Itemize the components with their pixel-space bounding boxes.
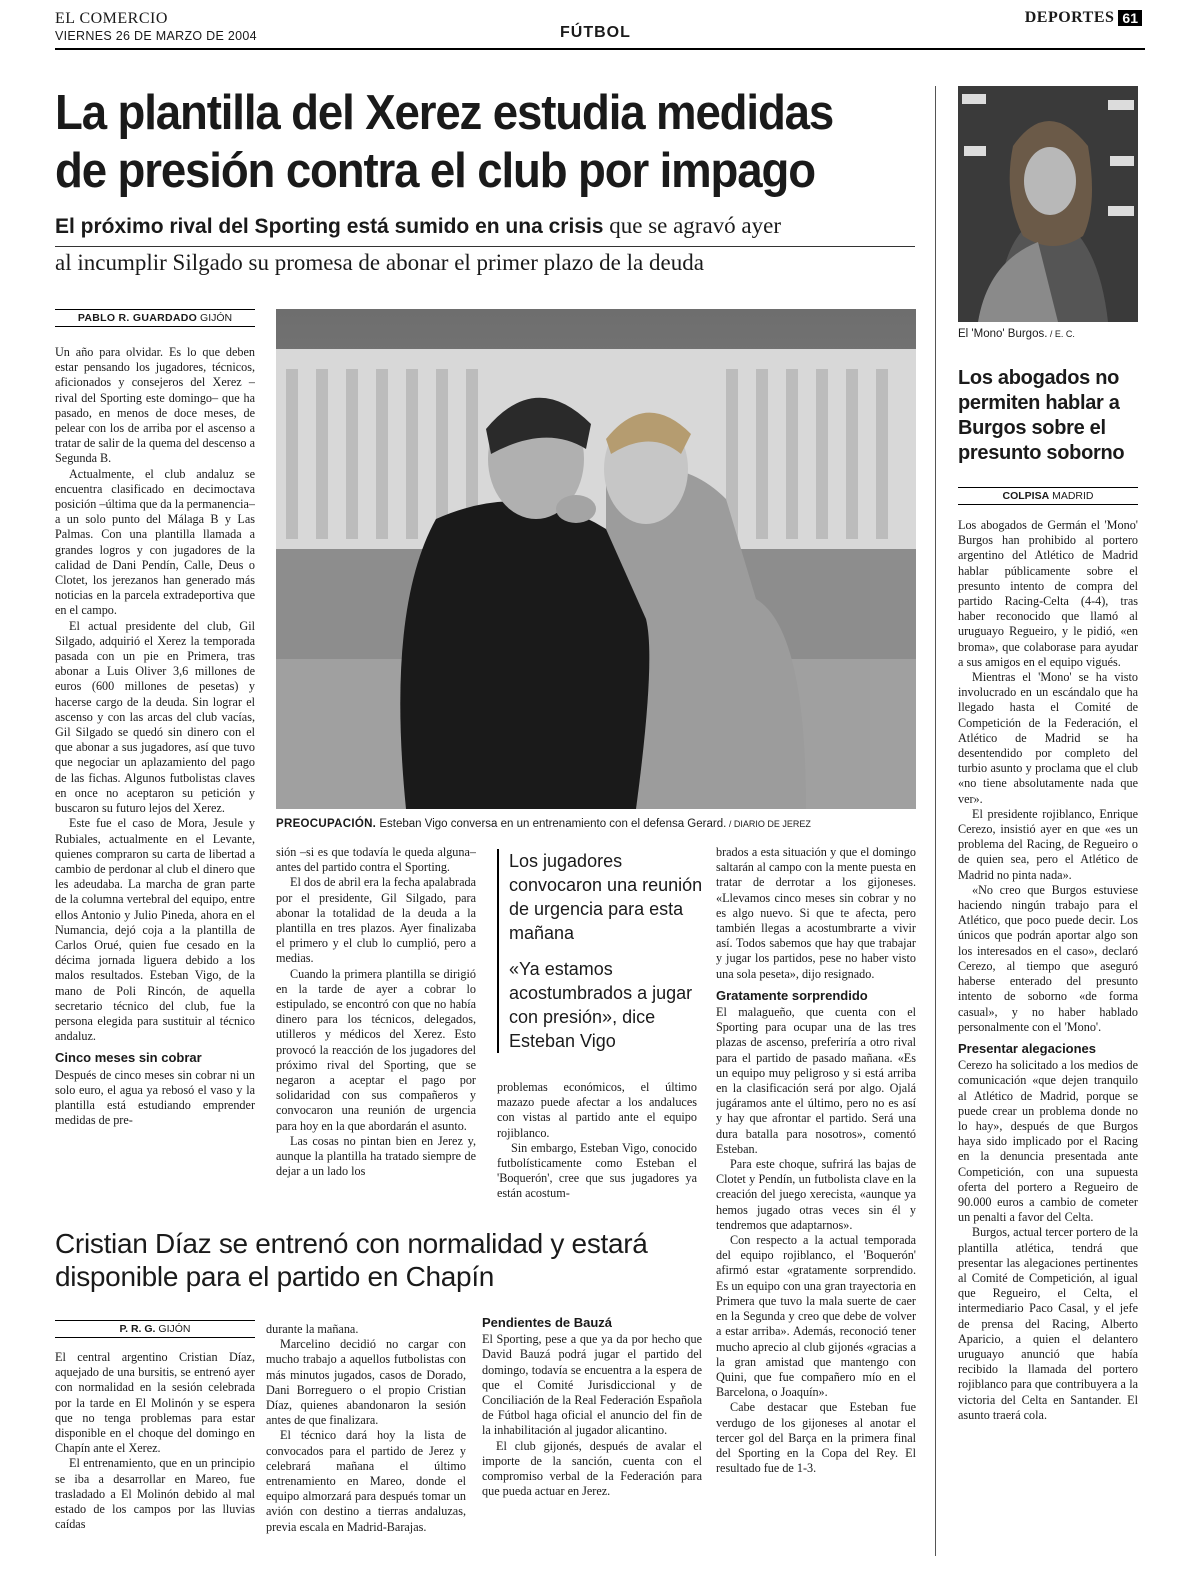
caption-text: Esteban Vigo conversa en un entrenamiento con el defensa Gerard. bbox=[376, 818, 727, 830]
caption-lead: PREOCUPACIÓN. bbox=[276, 818, 377, 830]
main-headline: La plantilla del Xerez estudia medidas de presión contra el club por impago bbox=[55, 86, 834, 198]
section-right-label: DEPORTES bbox=[1024, 9, 1115, 26]
paragraph: Cuando la primera plantilla se dirigió en la tarde de ayer a cobrar lo estipulado, se encontró con que no había dinero para los técnicos, delegados, utilleros y médicos del Xerez. Esto provocó la reacción de los jugadores del próximo rival del Sporting, que se negaron a aceptar el pago por solidaridad con sus compañeros y convocaron una reunión de urgencia para hoy en la que abordarán el asunto. bbox=[276, 966, 476, 1133]
paragraph: Las cosas no pintan bien en Jerez y, aunque la plantilla ha tratado siempre de dejar a un lado los bbox=[276, 1133, 476, 1179]
secondary-byline-place: GIJÓN bbox=[155, 1323, 191, 1335]
section-label: FÚTBOL bbox=[560, 24, 631, 41]
secondary-column-2 bbox=[266, 1322, 466, 1562]
paragraph: El Sporting, pese a que ya da por hecho que David Bauzá podrá jugar el partido del domingo, todavía se encuentra a la espera de que el Comité Jurisdiccional y de Conciliación de la Real Federación Española de Fútbol haga oficial el anuncio del fin de la inhabilitación al jugador alicantino. bbox=[482, 1332, 702, 1438]
burgos-photo-image bbox=[958, 86, 1138, 322]
paragraph: brados a esta situación y que el domingo saltarán al campo con la mente puesta en tratar de derrotar a los gijoneses. «Llevamos cinco meses sin cobrar y no es algo nuevo. Si que te afecta, pero también llegas a acostumbrarte a vivir así. Todos sabemos que hay que trabajar y jugar los partidos, pese no haber visto una sola peseta», dijo resignado. bbox=[716, 845, 916, 981]
paragraph: problemas económicos, el último mazazo puede afectar a los andaluces con vistas al partido ante el equipo rojiblanco. bbox=[497, 1080, 697, 1140]
paragraph: Cabe destacar que Esteban fue verdugo de los gijoneses al anotar el tercer gol del Barça en la primera final del Sporting en la Copa del Rey. El resultado fue de 1-3. bbox=[716, 1400, 916, 1476]
subheadline-bold: El próximo rival del Sporting está sumido en una crisis bbox=[55, 215, 604, 238]
paragraph: El actual presidente del club, Gil Silgado, adquirió el Xerez la temporada pasada con un pie en Primera, tras abonar a Luis Oliver 3,6 millones de euros (600 millones de pesetas) y hacerse cargo de la deuda. Sin lograr el ascenso y con las arcas del club vacías, Gil Silgado se quedó sin dinero con el que abonar a sus jugadores, así que tuvo que negociar un aplazamiento del pago de las fichas. Algunos futbolistas claves en once no aceptaron su petición y buscaron su futuro lejos del Xerez. bbox=[55, 618, 255, 816]
byline-place: GIJÓN bbox=[197, 312, 233, 324]
secondary-headline: Cristian Díaz se entrenó con normalidad y estará disponible para el partido en Chapín bbox=[55, 1228, 648, 1292]
page-number: 61 bbox=[1118, 10, 1142, 26]
training-photo-image bbox=[276, 309, 916, 809]
byline bbox=[55, 309, 255, 327]
paragraph: durante la mañana. bbox=[266, 1322, 359, 1336]
sidebar-column bbox=[958, 518, 1138, 1563]
page-header-right bbox=[1025, 9, 1142, 27]
paragraph: El malagueño, que cuenta con el Sporting para ocupar una de las tres plazas de ascenso, preferiría a otro rival para el partido de pasado mañana. «Es un equipo muy peligroso y si está arriba en la clasificación será por algo. Ojalá jugáramos ante el último, pero no es así y hay que afrontar el partido. Será una dura batalla para nosotros», comentó Esteban. bbox=[716, 1005, 916, 1156]
secondary-column-1 bbox=[55, 1350, 255, 1562]
secondary-column-3 bbox=[482, 1315, 702, 1562]
subheadline-rule bbox=[55, 246, 915, 247]
sidebar-headline: Los abogados no permiten hablar a Burgos sobre el presunto soborno bbox=[958, 367, 1125, 464]
header-rule bbox=[55, 48, 1145, 50]
training-photo bbox=[276, 309, 916, 809]
main-column-1 bbox=[55, 345, 255, 1205]
paragraph: El técnico dará hoy la lista de convocados para el partido de Jerez y celebrará mañana el último entrenamiento en Mareo, donde el equipo almorzará para después tomar un avión con destino a tierras andaluzas, previa escala en Madrid-Barajas. bbox=[266, 1428, 466, 1534]
pull-quote bbox=[497, 849, 705, 1053]
section-subtitle: Pendientes de Bauzá bbox=[482, 1315, 613, 1330]
sidebar-divider bbox=[935, 86, 936, 1556]
paragraph: sión –si es que todavía le queda alguna– antes del partido contra el Sporting. bbox=[276, 845, 476, 875]
paragraph: «No creo que Burgos estuviese haciendo ningún trabajo para el Atlético, que poco puede decir. Los únicos que podrán aportar algo son los interesados en el caso», declaró Cerezo, al tiempo que aseguró haberse enterado del presunto intento de soborno «de forma casual», y no haber hablado personalmente con el 'Mono'. bbox=[958, 882, 1138, 1034]
sidebar-byline-place: MADRID bbox=[1049, 490, 1094, 502]
paragraph: El entrenamiento, que en un principio se iba a desarrollar en Mareo, fue trasladado a El Molinón debido al mal estado de los campos por las lluvias caídas bbox=[55, 1456, 255, 1532]
section-subtitle: Gratamente sorprendido bbox=[716, 987, 868, 1003]
main-column-4 bbox=[716, 845, 916, 1560]
sidebar-photo-credit: / E. C. bbox=[1047, 329, 1075, 339]
pull-quote-2: «Ya estamos acostumbrados a jugar con presión», dice Esteban Vigo bbox=[509, 959, 693, 1051]
sidebar-byline-name: COLPISA bbox=[1002, 490, 1050, 502]
paragraph: El presidente rojiblanco, Enrique Cerezo, insistió ayer en que «es un problema del Racing, de Regueiro o de quien sea, pero el Atlético de Madrid no pinta nada». bbox=[958, 806, 1138, 882]
main-column-2 bbox=[276, 845, 476, 1205]
paragraph: El club gijonés, después de avalar el importe de la sanción, cuenta con el compromiso verbal de la Federación para que pueda actuar en Jerez. bbox=[482, 1438, 702, 1499]
paragraph: Actualmente, el club andaluz se encuentra clasificado en decimoctava posición –última que da la permanencia– a un solo punto del Málaga B y Las Palmas. Con una plantilla llamada a grandes logros y con jugadores de la calidad de Dani Pendín, Calle, Deus o Clotet, los jerezanos han generado más noticias en la parcela extradeportiva que en el campo. bbox=[55, 466, 255, 618]
paragraph: Burgos, actual tercer portero de la plantilla atlética, tendrá que presentar las alegaciones pertinentes al Comité de Competición, al igual que Regueiro, el Celta, el intermediario Paco Casal, y el jefe de prensa del Racing, Alberto Aparicio, a quien el delantero uruguayo anunció que había recibido la llamada del portero rojiblanco para que contribuyera a la victoria del Celta en Santander. El asunto traerá cola. bbox=[958, 1225, 1138, 1422]
paragraph: Marcelino decidió no cargar con mucho trabajo a aquellos futbolistas con más minutos jugados, casos de Dorado, Dani Borreguero o el propio Cristian Díaz, quienes abandonaron la sesión antes de que finalizara. bbox=[266, 1337, 466, 1428]
byline-name: PABLO R. GUARDADO bbox=[77, 312, 198, 324]
paragraph: El central argentino Cristian Díaz, aquejado de una bursitis, se entrenó ayer con normalidad en la sesión celebrada por la tarde en El Molinón y se espera que no tenga problemas para estar disponible en el choque del domingo en Chapín ante el Xerez. bbox=[55, 1350, 255, 1456]
paragraph: El dos de abril era la fecha apalabrada por el presidente, Gil Silgado, para abonar la totalidad de la deuda a la plantilla en tres plazos. Ayer finalizaba el primero y el club lo cumplió, pero a medias. bbox=[276, 875, 476, 966]
photo-credit: / DIARIO DE JEREZ bbox=[726, 819, 811, 829]
paragraph: Para este choque, sufrirá las bajas de Clotet y Pendín, un futbolista clave en la creación del juego xerecista, «aunque ya hemos jugado otras veces sin él y tendremos que adaptarnos». bbox=[716, 1157, 916, 1232]
paragraph: Cerezo ha solicitado a los medios de comunicación «que dejen tranquilo al Atlético de Madrid, porque se puede crear un problema donde no lo hay», después de que Burgos haya sido implicado por el Racing en la denuncia presentada ante Competición, con una supuesta oferta del portero a Regueiro de 90.000 euros a cambio de cometer un penalti a favor del Celta. bbox=[958, 1058, 1138, 1225]
paragraph: Sin embargo, Esteban Vigo, conocido futbolísticamente como Esteban el 'Boquerón', cree que sus jugadores ya están acostum- bbox=[497, 1140, 697, 1201]
secondary-byline-name: P. R. G. bbox=[119, 1323, 156, 1335]
paragraph: Con respecto a la actual temporada del equipo rojiblanco, el 'Boquerón' afirmó estar «gratamente sorprendido. Es un equipo con una gran trayectoria en Primera que tuvo la mala suerte de caer en la Segunda y creo que debe de volver a estar arriba». Además, reconoció tener mucho aprecio al club gijonés «gracias a la gran amistad que mantengo con Quini, que fue compañero mío en el Barcelona, o Joaquín». bbox=[716, 1233, 916, 1400]
paragraph: Un año para olvidar. Es lo que deben estar pensando los jugadores, técnicos, aficionados y consejeros del Xerez –rival del Sporting este domingo– que ha pasado, en menos de doce meses, de pelear con los de arriba por el ascenso a tratar de salir de la quema del descenso a Segunda B. bbox=[55, 345, 255, 466]
paragraph: Los abogados de Germán el 'Mono' Burgos han prohibido al portero argentino del Atlético de Madrid hablar públicamente sobre el presunto intento de compra del partido Racing-Celta (4-4), tras haber reconocido que llamó al uruguayo Regueiro, y le pidió, «en broma», que colaborase para ayudar a sus amigos en el equipo vigués. bbox=[958, 518, 1138, 669]
sidebar-caption-text: El 'Mono' Burgos. bbox=[958, 328, 1048, 340]
paragraph: Después de cinco meses sin cobrar ni un solo euro, el agua ya rebosó el vaso y la plantilla está estudiando emprender medidas de pre- bbox=[55, 1067, 255, 1128]
newspaper-name: EL COMERCIO bbox=[55, 10, 168, 27]
issue-date: VIERNES 26 DE MARZO DE 2004 bbox=[55, 29, 257, 43]
subheadline-line-2: al incumplir Silgado su promesa de abonar el primer plazo de la deuda bbox=[55, 250, 704, 275]
paragraph: Mientras el 'Mono' se ha visto involucrado en un escándalo que ha llegado hasta el Comité de Competición de la Federación, el Atlético de Madrid se ha desentendido por completo del turbio asunto y proclama que el club «no tiene absolutamente nada que ver». bbox=[958, 670, 1138, 806]
photo-caption bbox=[276, 818, 916, 830]
section-subtitle: Presentar alegaciones bbox=[958, 1040, 1097, 1056]
subheadline-line-1 bbox=[55, 213, 781, 239]
sidebar-byline bbox=[958, 487, 1138, 505]
burgos-photo bbox=[958, 86, 1138, 322]
pull-quote-1: Los jugadores convocaron una reunión de urgencia para esta mañana bbox=[509, 851, 703, 943]
paragraph: Este fue el caso de Mora, Jesule y Rubiales, actualmente en el Levante, quienes compraron su carta de libertad a cambio de perdonar al club el dinero que les adeudaba. La marcha de gran parte de la columna vertebral del equipo, entre ellos Antonio y Julio Pineda, ahora en el Numancia, dejó coja a la plantilla de Carlos Orué, quien fue cesado en la décima jornada liguera debido a los malos resultados. Esteban Vigo, de la mano de Poli Rincón, de aquella secretario técnico del club, fue la persona elegida para sustituir al técnico andaluz. bbox=[55, 816, 255, 1044]
sidebar-photo-caption bbox=[958, 328, 1075, 340]
subheadline-rest: que se agravó ayer bbox=[603, 213, 782, 238]
secondary-byline bbox=[55, 1320, 255, 1338]
section-subtitle: Cinco meses sin cobrar bbox=[55, 1050, 202, 1066]
main-column-3 bbox=[497, 1080, 697, 1205]
